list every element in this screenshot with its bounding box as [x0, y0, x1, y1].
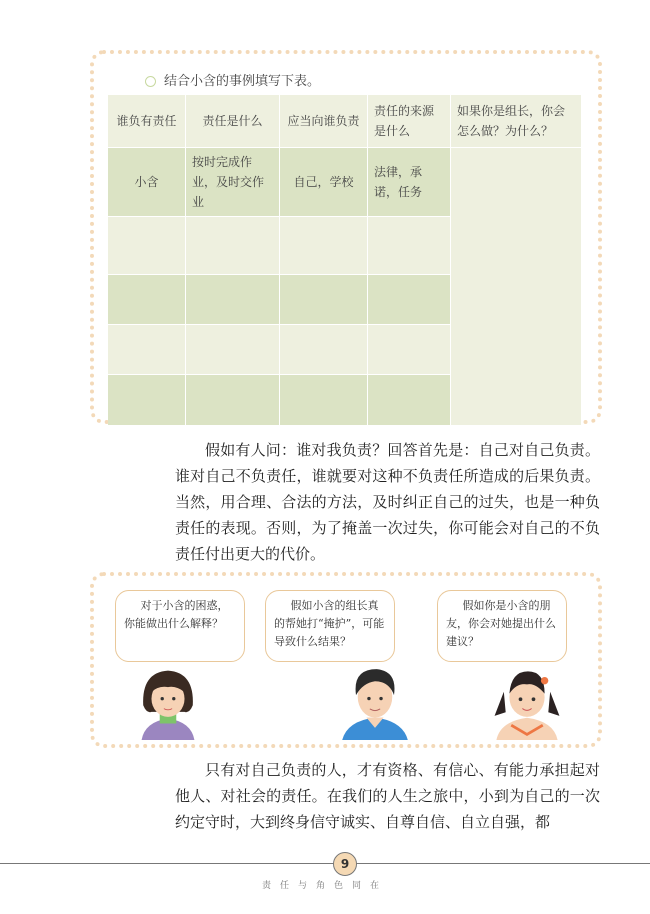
table-cell[interactable] — [108, 275, 186, 325]
header-cell: 责任的来源是什么 — [368, 95, 451, 148]
table-cell[interactable] — [280, 375, 368, 426]
table-cell: 自己，学校 — [280, 148, 368, 217]
table-cell[interactable] — [368, 217, 451, 275]
table-row — [108, 148, 582, 217]
table-cell: 法律，承诺，任务 — [368, 148, 451, 217]
table-cell[interactable] — [108, 325, 186, 375]
table-cell[interactable] — [186, 375, 280, 426]
speech-bubble-2: 假如小含的组长真的帮她打“掩护”，可能导致什么结果？ — [265, 590, 395, 662]
paragraph-text: 只有对自己负责的人，才有资格、有信心、有能力承担起对他人、对社会的责任。在我们的人生之旅中，小到为自己的一次约定守时，大到终身信守诚实、自尊自信、自立自强，都 — [175, 761, 600, 831]
responsibility-table — [108, 95, 582, 426]
page-number: 9 — [333, 852, 357, 876]
table-cell[interactable] — [280, 275, 368, 325]
table-cell[interactable] — [186, 275, 280, 325]
girl-illustration-1 — [128, 664, 208, 740]
table-cell[interactable] — [280, 325, 368, 375]
table-cell[interactable] — [186, 217, 280, 275]
girl-illustration-2 — [488, 664, 566, 740]
table-cell[interactable] — [108, 217, 186, 275]
speech-bubble-3: 假如你是小含的朋友，你会对她提出什么建议？ — [437, 590, 567, 662]
table-cell: 按时完成作业，及时交作业 — [186, 148, 280, 217]
table-cell[interactable] — [368, 275, 451, 325]
footer-divider — [0, 863, 650, 864]
circle-bullet-icon — [145, 76, 156, 87]
instruction-text: 结合小含的事例填写下表。 — [164, 74, 321, 89]
footer-title: 责任与角色同在 — [261, 881, 388, 891]
table-cell[interactable] — [108, 375, 186, 426]
boy-illustration — [333, 664, 417, 740]
table-cell[interactable] — [368, 325, 451, 375]
table-cell: 小含 — [108, 148, 186, 217]
header-cell: 应当向谁负责 — [280, 95, 368, 148]
body-paragraph-2 — [175, 757, 600, 835]
speech-bubble-1: 对于小含的困惑，你能做出什么解释？ — [115, 590, 245, 662]
table-header-row — [108, 95, 582, 148]
table-cell[interactable] — [368, 375, 451, 426]
table-cell[interactable] — [186, 325, 280, 375]
table-cell[interactable] — [280, 217, 368, 275]
body-paragraph-1 — [175, 437, 600, 567]
header-cell: 谁负有责任 — [108, 95, 186, 148]
table-cell-answer[interactable] — [451, 148, 582, 426]
header-cell: 责任是什么 — [186, 95, 280, 148]
activity-instruction — [145, 70, 320, 89]
paragraph-text: 假如有人问：谁对我负责？回答首先是：自己对自己负责。谁对自己不负责任，谁就要对这种不负责任所造成的后果负责。当然，用合理、合法的方法，及时纠正自己的过失，也是一种负责任的表现。否则，为了掩盖一次过失，你可能会对自己的不负责任付出更大的代价。 — [175, 441, 600, 563]
header-cell: 如果你是组长，你会怎么做？为什么？ — [451, 95, 582, 148]
